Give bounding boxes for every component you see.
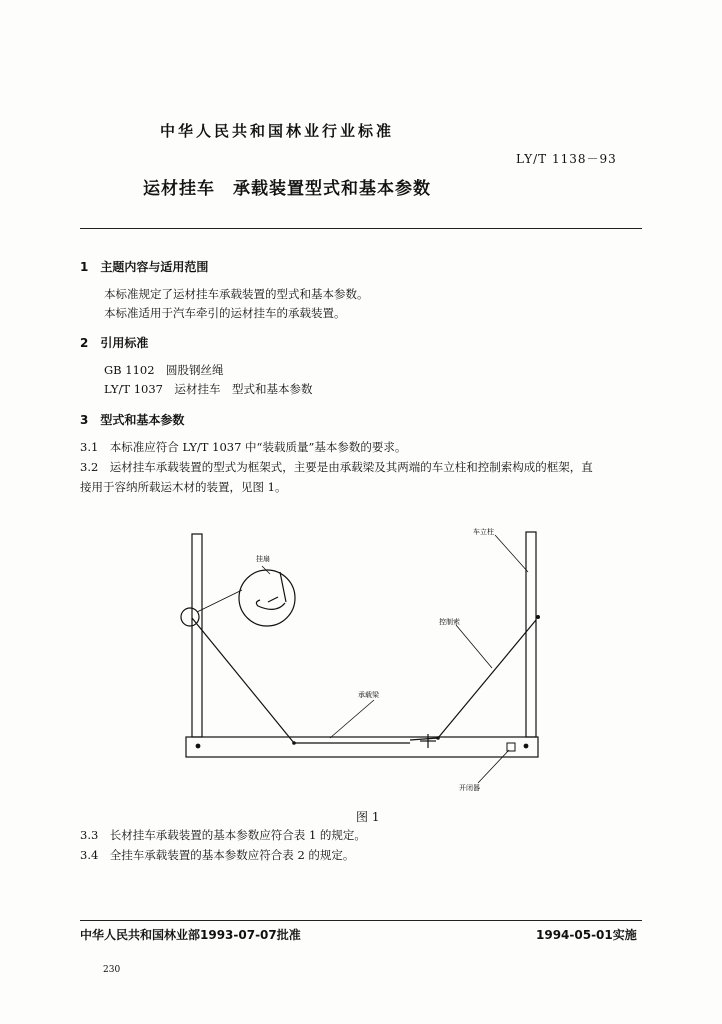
- figure-1-diagram: [170, 520, 560, 800]
- figure-1-caption: 图 1: [356, 810, 380, 824]
- label-cable: 控制索: [439, 618, 460, 626]
- section-1-paragraph-2: 本标准适用于汽车牵引的运材挂车的承载装置。: [104, 306, 346, 320]
- clause-3-3: 3.3 长材挂车承载装置的基本参数应符合表 1 的规定。: [80, 828, 366, 842]
- clause-3-2-line-1: 3.2 运材挂车承载装置的型式为框架式，主要是由承载梁及其两端的车立柱和控制索构成的框架，直: [80, 460, 593, 474]
- section-2-heading: 2 引用标准: [80, 336, 149, 350]
- clause-3-2-line-2: 接用于容纳所载运木材的装置，见图 1。: [80, 480, 287, 494]
- beam-leader: [330, 700, 374, 738]
- page-number: 230: [103, 965, 121, 975]
- left-pin: [196, 744, 201, 749]
- load-beam: [186, 737, 538, 757]
- hook-marker-circle: [181, 608, 199, 626]
- reference-2: LY/T 1037 运材挂车 型式和基本参数: [104, 382, 313, 396]
- hook-detail: [239, 570, 295, 626]
- footer-rule: [80, 920, 642, 921]
- latch-block: [507, 743, 515, 751]
- header-rule: [80, 228, 642, 229]
- reference-1: GB 1102 圆股钢丝绳: [104, 363, 224, 377]
- standard-code: LY/T 1138－93: [516, 152, 617, 166]
- issuing-organization: 中华人民共和国林业行业标准: [160, 122, 395, 140]
- cable-leader: [456, 625, 492, 668]
- section-1-heading: 1 主题内容与适用范围: [80, 260, 209, 274]
- right-pin: [524, 744, 529, 749]
- section-3-heading: 3 型式和基本参数: [80, 413, 185, 427]
- latch-leader: [478, 750, 509, 783]
- label-beam: 承载梁: [358, 691, 379, 699]
- left-post: [192, 534, 202, 737]
- clause-3-1: 3.1 本标准应符合 LY/T 1037 中“装载质量”基本参数的要求。: [80, 440, 407, 454]
- clause-3-4: 3.4 全挂车承载装置的基本参数应符合表 2 的规定。: [80, 848, 355, 862]
- implementation-date: 1994-05-01实施: [536, 928, 637, 942]
- label-hook: 挂扇: [256, 555, 270, 563]
- label-latch: 开闭器: [459, 784, 480, 792]
- section-1-paragraph-1: 本标准规定了运材挂车承载装置的型式和基本参数。: [104, 287, 369, 301]
- document-title: 运材挂车 承载装置型式和基本参数: [143, 179, 431, 199]
- approval-line: 中华人民共和国林业部1993-07-07批准: [80, 928, 301, 942]
- right-post: [526, 532, 536, 737]
- label-post: 车立柱: [473, 528, 494, 536]
- control-cable: [192, 618, 536, 743]
- post-leader: [495, 535, 528, 572]
